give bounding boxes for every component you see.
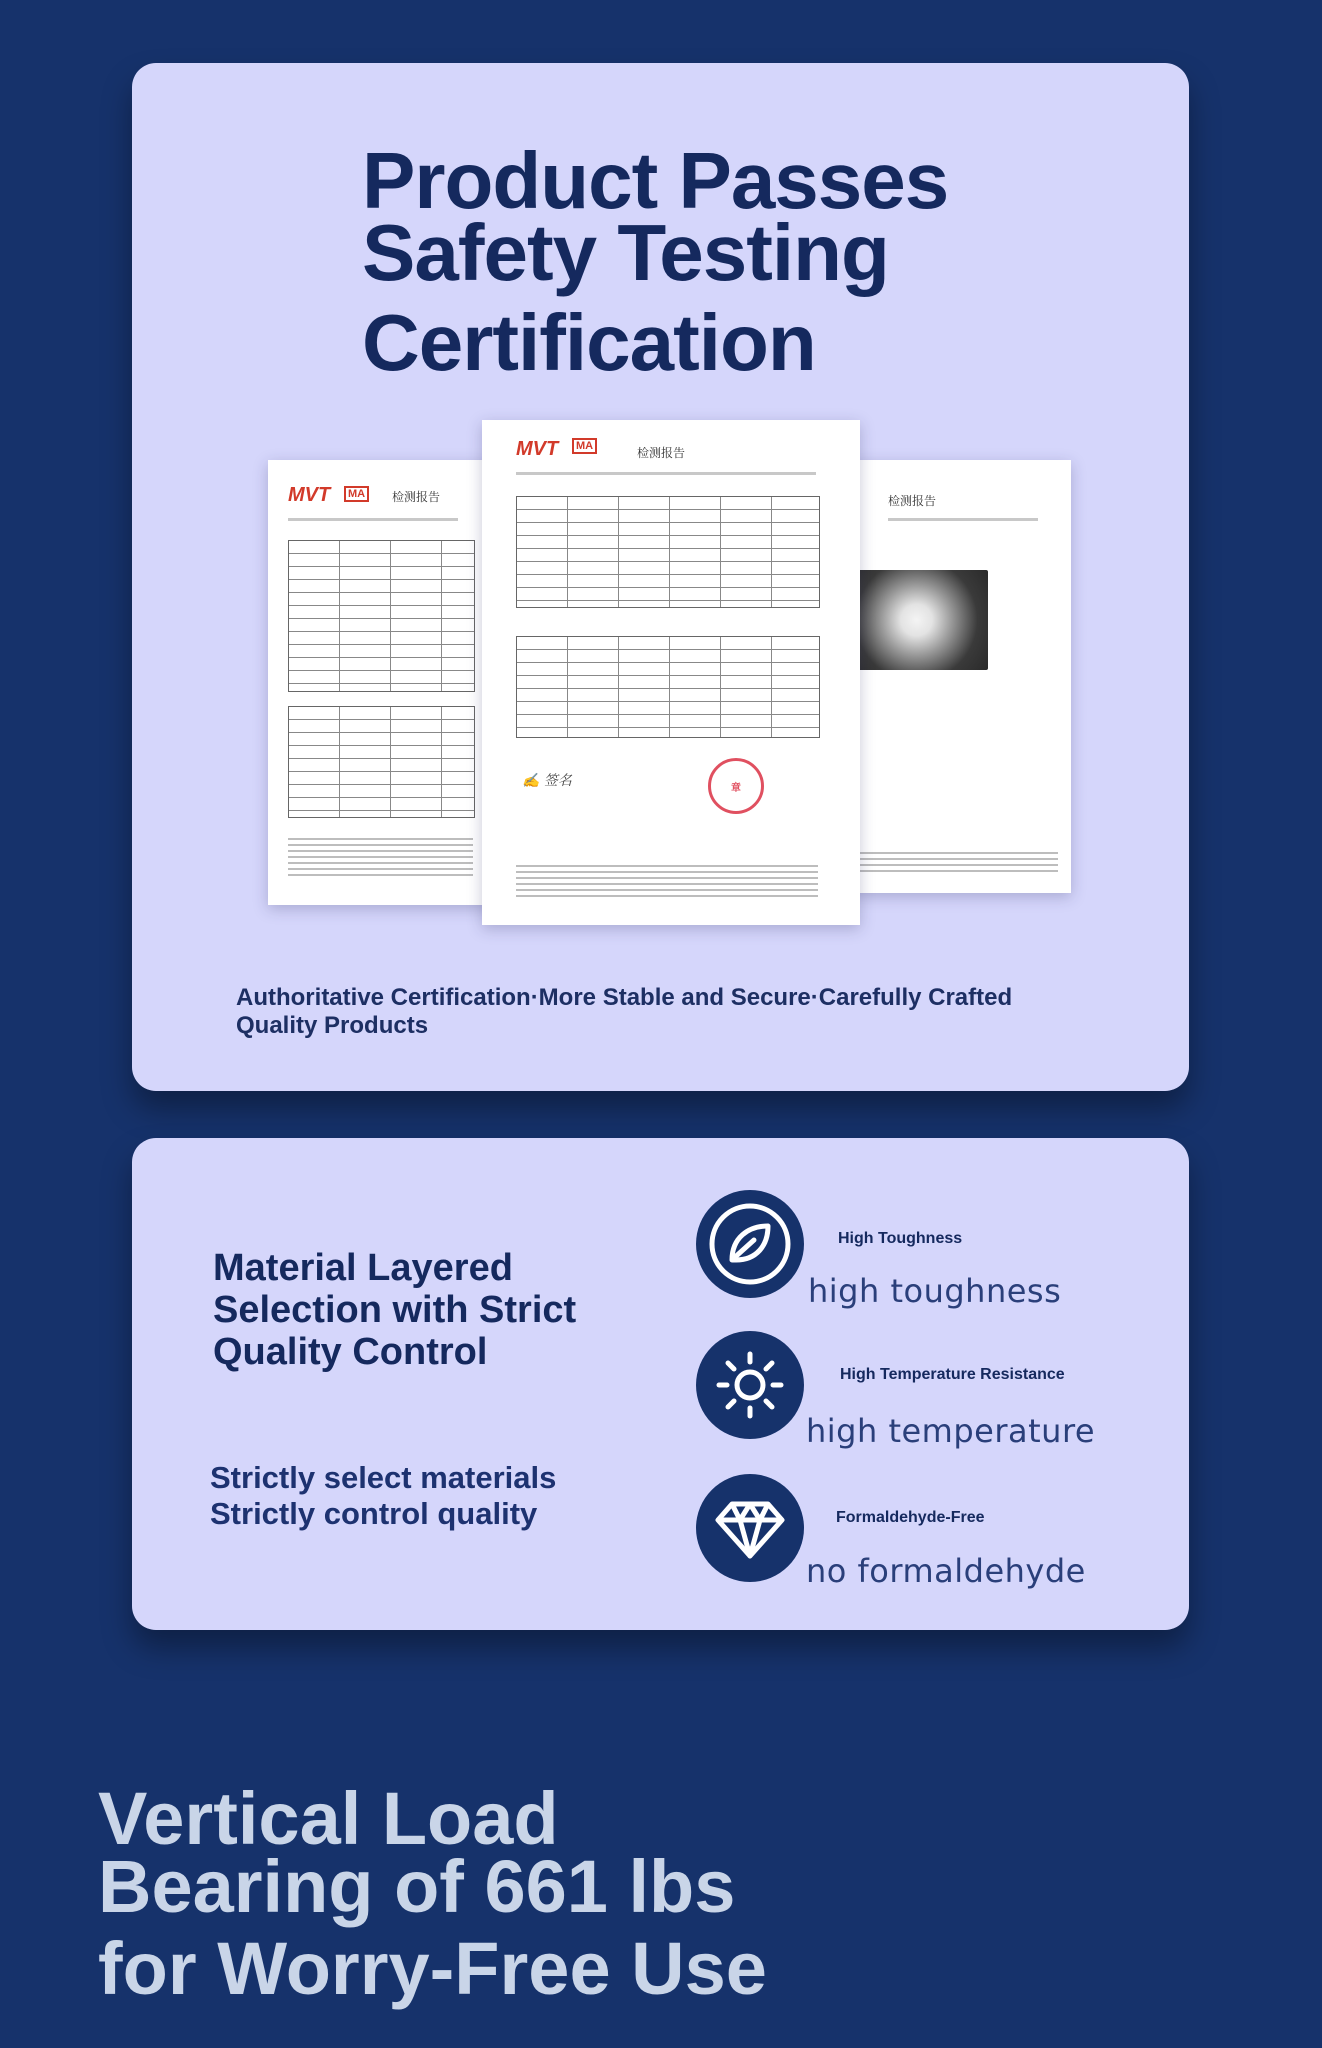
certification-tagline: Authoritative Certification·More Stable and Secure·Carefully Crafted Quality Products <box>236 984 1013 1039</box>
materials-subtitle-line-2: Strictly control quality <box>210 1496 538 1531</box>
leaf-icon <box>696 1190 804 1298</box>
test-report-right <box>852 460 1071 893</box>
report-logo: MVT <box>516 438 559 460</box>
approval-stamp: 章 <box>708 758 764 814</box>
test-report-left <box>268 460 490 905</box>
load-line-3: for Worry-Free Use <box>98 1927 767 2010</box>
load-line-1: Vertical Load <box>98 1777 559 1860</box>
load-line-2: Bearing of 661 lbs <box>98 1845 736 1928</box>
headline-line-3: Certification <box>362 298 816 387</box>
report-ma-mark: MA <box>344 486 369 502</box>
headline-line-1: Product Passes <box>362 136 949 225</box>
load-bearing-headline <box>98 1777 858 2010</box>
material-sample-photo <box>858 570 988 670</box>
signature: ✍ 签名 <box>522 773 572 789</box>
report-logo: MVT <box>288 484 331 506</box>
feature-sub-toughness: high toughness <box>808 1272 1062 1310</box>
test-report-center <box>482 420 860 925</box>
feature-sub-formaldehyde: no formaldehyde <box>806 1552 1086 1590</box>
materials-title: Material Layered Selection with Strict Quality Control <box>213 1247 577 1373</box>
headline-line-2: Safety Testing <box>362 208 889 297</box>
diamond-icon <box>696 1474 804 1582</box>
report-title: 检测报告 <box>392 490 441 504</box>
certification-headline <box>362 136 1062 387</box>
materials-subtitle-line-1: Strictly select materials <box>210 1460 557 1495</box>
feature-sub-temperature: high temperature <box>806 1412 1096 1450</box>
report-title: 检测报告 <box>888 494 937 508</box>
report-title: 检测报告 <box>637 446 686 460</box>
feature-label-temperature: High Temperature Resistance <box>840 1366 1065 1383</box>
feature-label-formaldehyde: Formaldehyde-Free <box>836 1509 985 1526</box>
materials-subtitle <box>210 1460 610 1532</box>
sun-icon <box>696 1331 804 1439</box>
report-ma-mark: MA <box>572 438 597 454</box>
feature-label-toughness: High Toughness <box>838 1230 963 1247</box>
